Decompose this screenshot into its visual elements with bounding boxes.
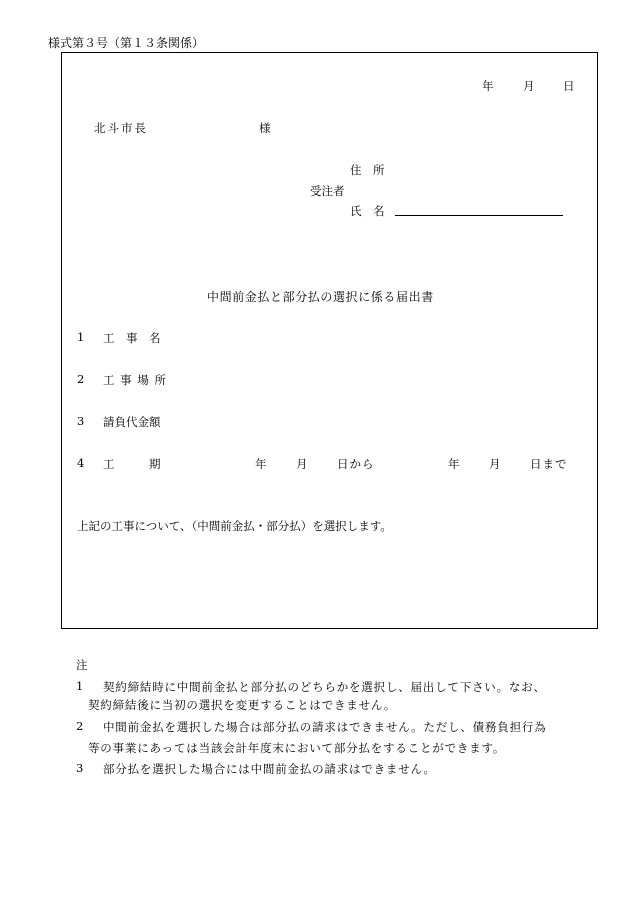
item-3-number: 3: [77, 414, 85, 428]
document-title: 中間前金払と部分払の選択に係る届出書: [207, 290, 434, 304]
declaration-text: 上記の工事について、（中間前金払・部分払）を選択します。: [77, 519, 392, 533]
item-1-number: 1: [77, 330, 85, 344]
signature-line: [395, 215, 563, 216]
date-year-label: 年: [482, 79, 494, 93]
period-start-month: 月: [296, 457, 308, 471]
period-start-day: 日から: [337, 457, 375, 471]
note-2-number: 2: [76, 719, 84, 733]
note-2-line2: 等の事業にあっては当該会計年度末において部分払をすることができます。: [88, 741, 506, 755]
addressee-name: 北斗市長: [94, 121, 148, 135]
contractor-role-label: 受注者: [310, 184, 345, 198]
period-end-month: 月: [489, 457, 501, 471]
note-3-number: 3: [76, 761, 84, 775]
item-1-label: 工 事 名: [103, 331, 161, 345]
item-2-label: 工 事 場 所: [103, 373, 167, 387]
item-4-label: 工 期: [103, 457, 161, 471]
contractor-name-label: 氏 名: [350, 204, 385, 218]
date-day-label: 日: [563, 79, 575, 93]
form-label: 様式第３号（第１３条関係）: [48, 36, 205, 50]
note-2-line1: 中間前金払を選択した場合は部分払の請求はできません。ただし、債務負担行為: [103, 720, 547, 734]
date-month-label: 月: [523, 79, 535, 93]
note-1-number: 1: [76, 679, 84, 693]
addressee-honorific: 様: [259, 121, 271, 135]
note-3-line1: 部分払を選択した場合には中間前金払の請求はできません。: [103, 762, 436, 776]
note-1-line1: 契約締結時に中間前金払と部分払のどちらかを選択し、届出して下さい。なお、: [103, 680, 546, 694]
notes-heading: 注: [76, 658, 88, 672]
item-4-number: 4: [77, 456, 85, 470]
period-start-year: 年: [255, 457, 267, 471]
period-end-year: 年: [448, 457, 460, 471]
item-2-number: 2: [77, 372, 85, 386]
period-end-day: 日まで: [530, 457, 568, 471]
note-1-line2: 契約締結後に当初の選択を変更することはできません。: [88, 698, 397, 712]
contractor-address-label: 住 所: [350, 163, 385, 177]
item-3-label: 請負代金額: [103, 415, 161, 429]
